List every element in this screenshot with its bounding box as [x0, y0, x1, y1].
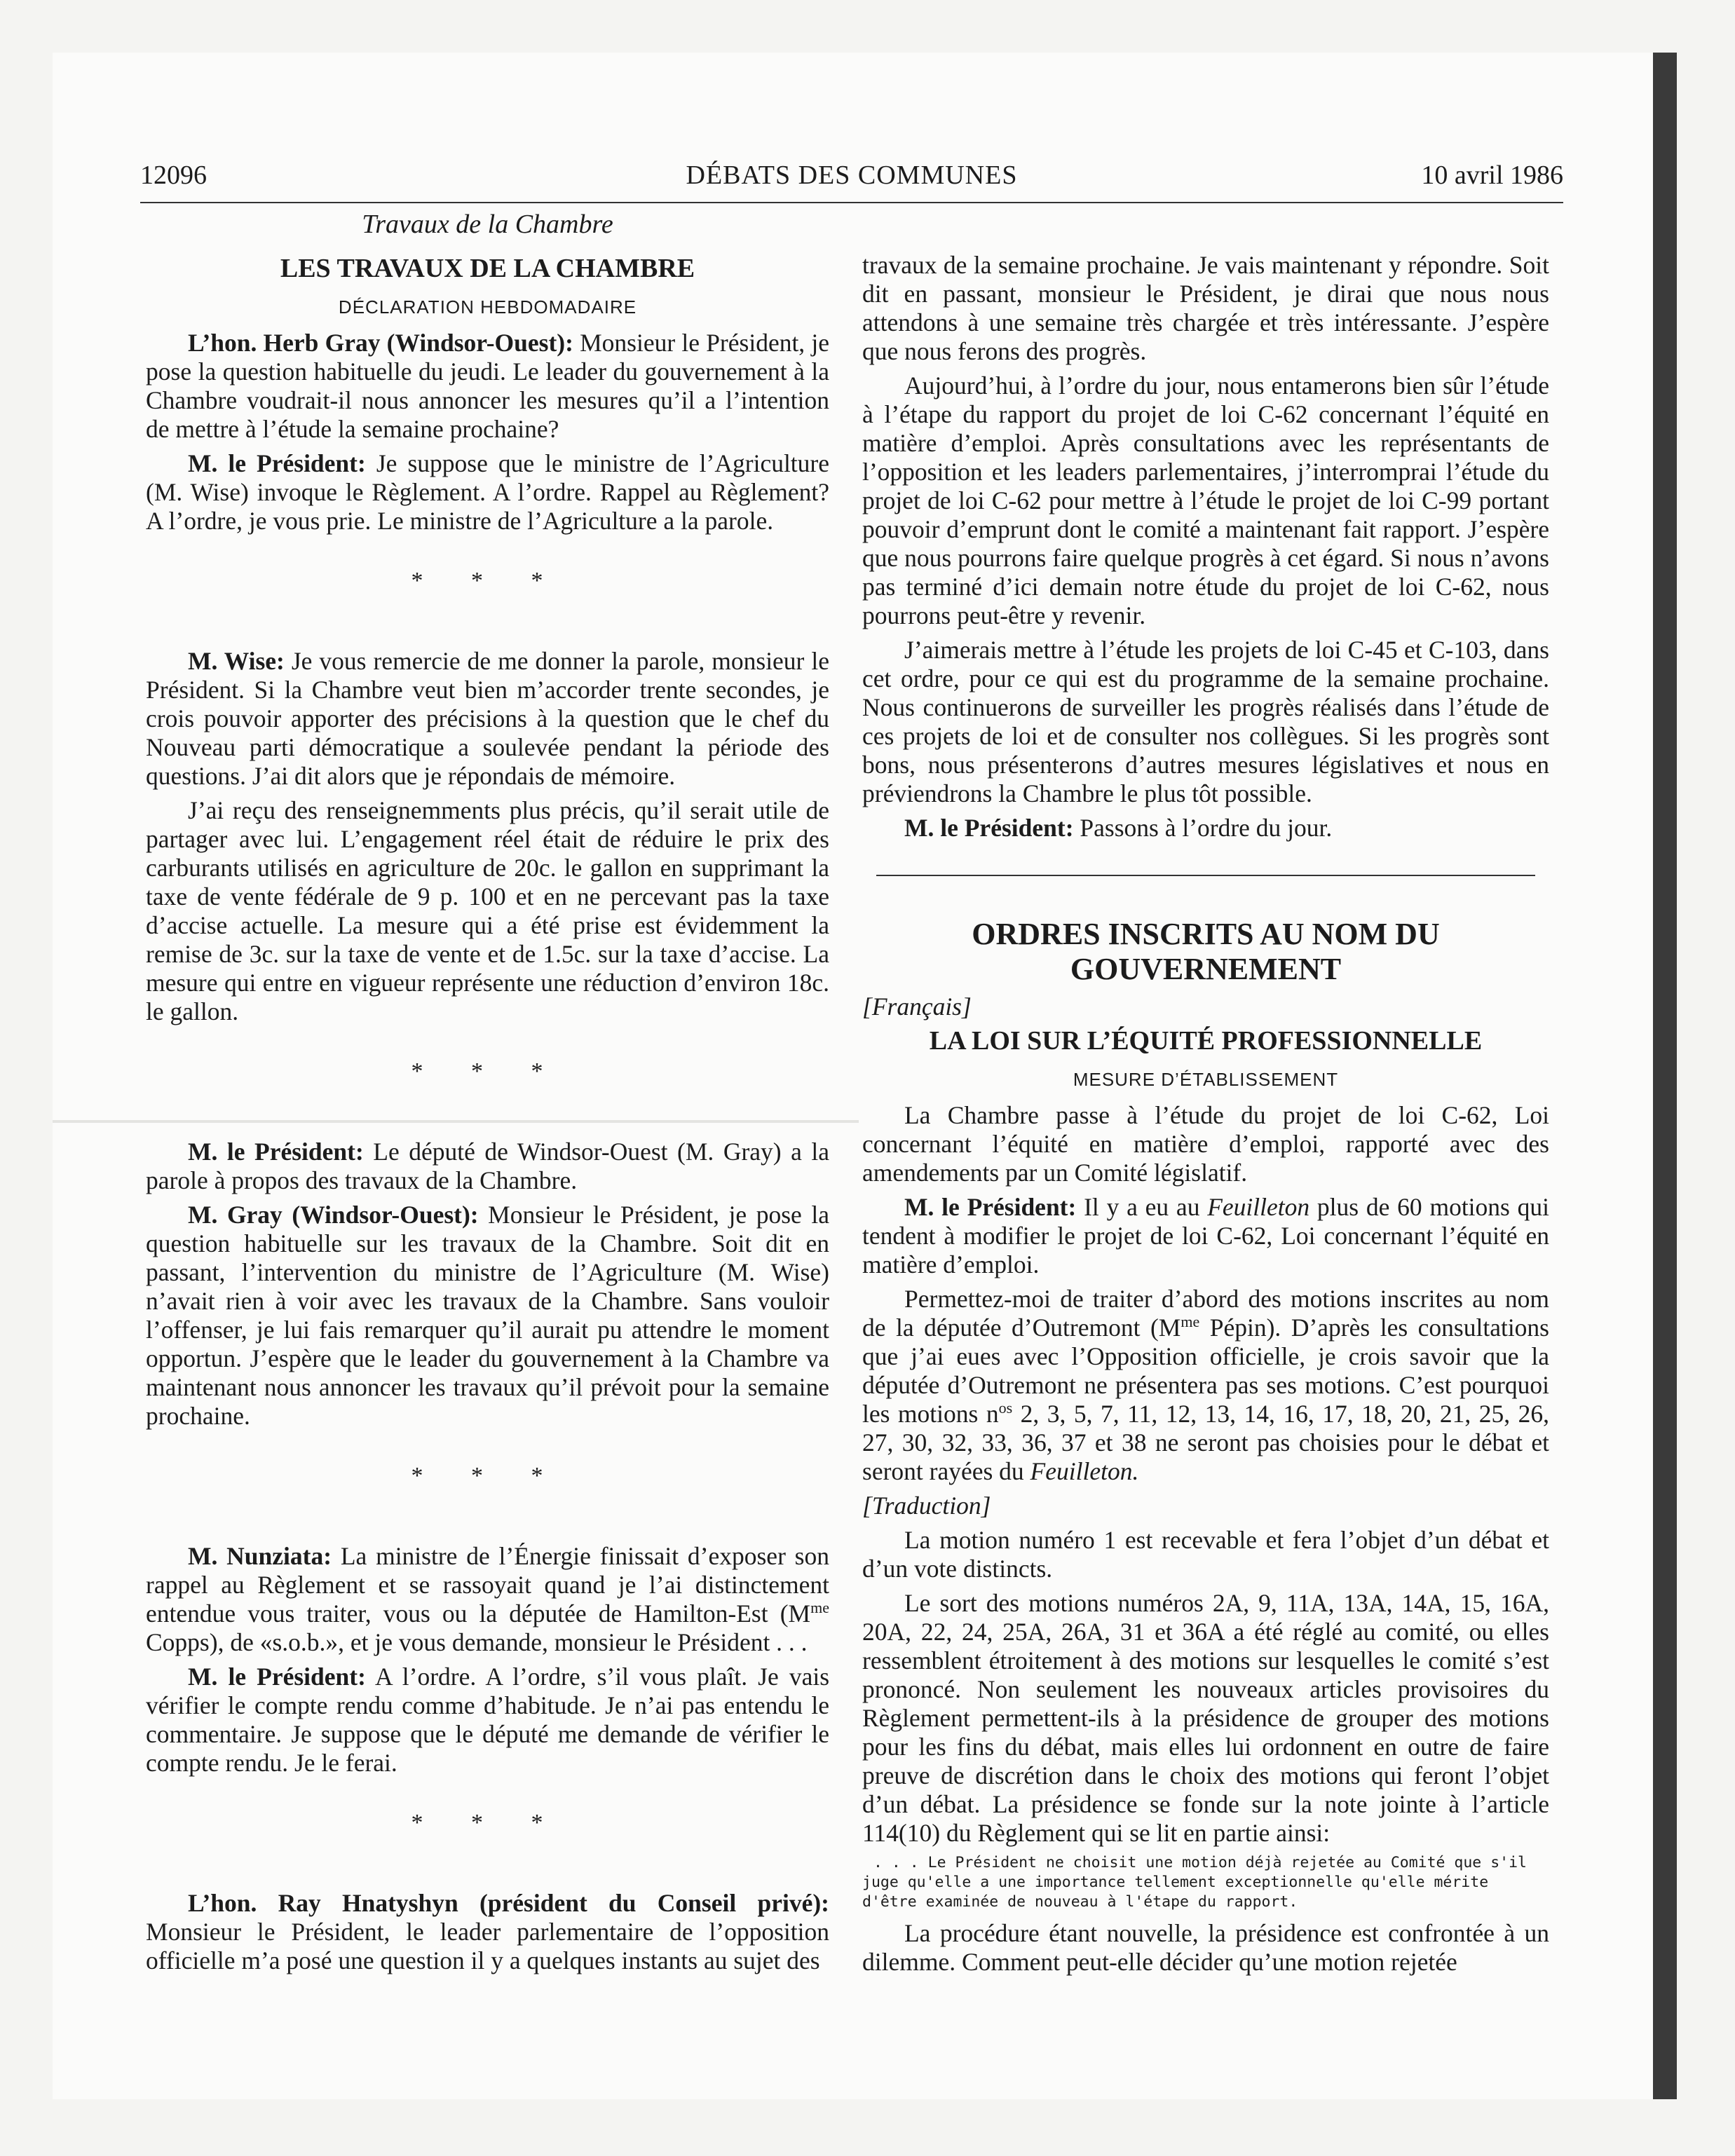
speech-text: La procédure étant nouvelle, la présidence est confrontée à un dilemme. Comment peut-elle décider qu’une motion rejetée	[862, 1919, 1549, 1976]
speech-text: La ministre de l’Énergie finissait d’exposer son rappel au Règlement et se rassoyait quand je l’ai distinctement entendue vous traiter, vous ou la députée de Hamilton-Est (M	[146, 1542, 829, 1628]
speech-text: Monsieur le Président, je pose la question habituelle du jeudi. Le leader du gouvernement à la Chambre voudrait-il nous annoncer les mesures qu’il a l’intention de mettre à l’étude la semaine prochaine?	[146, 329, 829, 443]
paragraph	[862, 1589, 1549, 1848]
speech-text: J’aimerais mettre à l’étude les projets de loi C-45 et C-103, dans cet ordre, pour ce qui est du programme de la semaine prochaine. Nous continuerons de surveiller les progrès réalisés dans l’étude de ces projets de loi et de consulter nos collègues. Si les progrès sont bons, nous présenterons d’autres mesures législatives et nous en préviendrons la Chambre le plus tôt possible.	[862, 636, 1549, 807]
speech-text: plus de 60 motions qui tendent à modifier le projet de loi C-62, Loi concernant l’équité en matière d’emploi.	[862, 1193, 1549, 1278]
speech-text: Le député de Windsor-Ouest (M. Gray) a la parole à propos des travaux de la Chambre.	[146, 1138, 829, 1194]
section-break-stars: * * *	[411, 1810, 564, 1836]
section-label: Travaux de la Chambre	[362, 210, 613, 239]
paragraph	[862, 251, 1549, 366]
orders-heading-line2: GOUVERNEMENT	[1070, 952, 1342, 986]
speaker: M. le Président:	[188, 1663, 366, 1691]
language-tag: [Français]	[862, 992, 972, 1021]
running-header	[140, 160, 1563, 203]
speaker: M. Wise:	[188, 647, 285, 675]
speaker: M. le Président:	[188, 1138, 364, 1166]
italic-term: Feuilleton	[1207, 1193, 1310, 1221]
left-column	[146, 210, 829, 1981]
speaker: L’hon. Herb Gray (Windsor-Ouest):	[188, 329, 573, 357]
language-tag: [Traduction]	[862, 1492, 991, 1520]
paragraph	[146, 1201, 829, 1431]
paragraph	[862, 1193, 1549, 1279]
paragraph	[862, 636, 1549, 808]
section-break-stars: * * *	[411, 568, 564, 594]
paragraph	[862, 1285, 1549, 1486]
paragraph	[146, 1542, 829, 1657]
paragraph	[862, 814, 1549, 842]
superscript: os	[998, 1399, 1013, 1417]
speech-text: Copps), de «s.o.b.», et je vous demande, monsieur le Président . . .	[146, 1628, 808, 1656]
orders-heading	[862, 917, 1549, 987]
speech-text: J’ai reçu des renseignemments plus précis, qu’il serait utile de partager avec lui. L’engagement réel était de réduire le prix des carburants utilisés en agriculture de 20c. le gallon en supprimant la taxe de vente fédérale de 9 p. 100 et en ne percevant pas la taxe d’accise actuelle. La mesure qui a été prise est évidemment la remise de 3c. sur la taxe de vente et de 1.5c. sur la taxe d’accise. La mesure qui entre en vigueur représente une réduction d’environ 18c. le gallon.	[146, 796, 829, 1025]
bill-heading: LA LOI SUR L’ÉQUITÉ PROFESSIONNELLE	[929, 1026, 1483, 1056]
bill-subheading: MESURE D’ÉTABLISSEMENT	[1073, 1069, 1339, 1090]
speech-text: Pépin). D’après les consultations que j’ai eues avec l’Opposition officielle, je crois savoir que la députée d’Outremont ne présentera pas ses motions. C’est pourquoi les motions n	[862, 1314, 1549, 1428]
speech-text: A l’ordre. A l’ordre, s’il vous plaît. Je vais vérifier le compte rendu comme d’habitude. Je n’ai pas entendu le commentaire. Je suppose que le député me demande de vérifier le compte rendu. Je le ferai.	[146, 1663, 830, 1777]
speech-text: Il y a eu au	[1076, 1193, 1208, 1221]
speech-text: Je vous remercie de me donner la parole, monsieur le Président. Si la Chambre veut bien m’accorder trente secondes, je crois pouvoir apporter des précisions à la question que le chef du Nouveau parti démocratique a soulevée pendant la période des questions. J’ai dit alors que je répondais de mémoire.	[146, 647, 830, 790]
paragraph	[146, 449, 829, 535]
block-quote: . . . Le Président ne choisit une motion déjà rejetée au Comité que s'il juge qu'elle a une importance tellement exceptionnelle qu'elle mérite d'être examinée de nouveau à l'étape du rapport.	[862, 1854, 1527, 1911]
paragraph	[862, 1101, 1549, 1187]
speech-text: Passons à l’ordre du jour.	[1073, 814, 1333, 842]
speaker: M. Gray (Windsor-Ouest):	[188, 1201, 479, 1229]
speaker: M. le Président:	[188, 449, 366, 477]
speech-text: Permettez-moi de traiter d’abord des motions inscrites au nom de la députée d’Outremont (M	[862, 1285, 1549, 1342]
speech-text: Monsieur le Président, je pose la question habituelle sur les travaux de la Chambre. Soit dit en passant, l’intervention du ministre de l’Agriculture (M. Wise) n’avait rien à voir avec les travaux de la Chambre. Sans vouloir l’offenser, je lui fais remarquer qu’il aurait pu attendre le moment opportun. J’espère que le leader du gouvernement à la Chambre va maintenant nous annoncer les travaux qu’il prévoit pour la semaine prochaine.	[146, 1201, 829, 1430]
speech-text: 2, 3, 5, 7, 11, 12, 13, 14, 16, 17, 18, 20, 21, 25, 26, 27, 30, 32, 33, 36, 37 et 38 ne seront pas choisies pour le débat et seront rayées du	[862, 1400, 1549, 1485]
speech-text: La Chambre passe à l’étude du projet de loi C-62, Loi concernant l’équité en matière d’emploi, rapporté avec des amendements par un Comité législatif.	[862, 1101, 1549, 1187]
paragraph	[862, 1919, 1549, 1977]
paragraph	[146, 1138, 829, 1195]
speaker: M. Nunziata:	[188, 1542, 332, 1570]
paragraph	[146, 1663, 829, 1778]
paragraph	[146, 796, 829, 1026]
scan-edge-shadow	[1653, 53, 1677, 2099]
speech-text: Je suppose que le ministre de l’Agriculture (M. Wise) invoque le Règlement. A l’ordre. Rappel au Règlement? A l’ordre, je vous prie. Le ministre de l’Agriculture a la parole.	[146, 449, 830, 535]
orders-heading-line1: ORDRES INSCRITS AU NOM DU	[972, 917, 1440, 951]
section-divider	[876, 875, 1535, 876]
speech-text: La motion numéro 1 est recevable et fera l’objet d’un débat et d’un vote distincts.	[862, 1526, 1549, 1583]
speech-text: Monsieur le Président, le leader parlementaire de l’opposition officielle m’a posé une question il y a quelques instants au sujet des	[146, 1918, 829, 1974]
section-heading: LES TRAVAUX DE LA CHAMBRE	[280, 254, 695, 283]
italic-term: Feuilleton.	[1030, 1457, 1139, 1485]
section-break-stars: * * *	[411, 1058, 564, 1084]
speech-text: travaux de la semaine prochaine. Je vais maintenant y répondre. Soit dit en passant, monsieur le Président, je dirai que nous nous attendons à une semaine très chargée et très intéressante. J’espère que nous ferons des progrès.	[862, 251, 1549, 365]
paragraph	[146, 329, 829, 444]
page-number: 12096	[140, 161, 207, 190]
section-subheading: DÉCLARATION HEBDOMADAIRE	[338, 296, 637, 318]
speaker: M. le Président:	[904, 1193, 1077, 1221]
right-column	[862, 251, 1549, 1982]
superscript: me	[810, 1599, 829, 1617]
speech-text: Le sort des motions numéros 2A, 9, 11A, 13A, 14A, 15, 16A, 20A, 22, 24, 25A, 26A, 31 et 36A a été réglé au comité, ou elles ressemblent étroitement à des motions sur lesquelles le comité s’est prononcé. Non seulement les nouveaux articles provisoires du Règlement permettent-ils à la présidence de grouper des motions pour les fins du débat, mais elles lui ordonnent en outre de faire preuve de discrétion dans le choix des motions qui feront l’objet d’un débat. La présidence se fonde sur la note jointe à l’article 114(10) du Règlement qui se lit en partie ainsi:	[862, 1589, 1549, 1847]
speaker: L’hon. Ray Hnatyshyn (président du Conseil privé):	[188, 1889, 829, 1917]
section-break-stars: * * *	[411, 1463, 564, 1489]
paragraph	[862, 1526, 1549, 1583]
paragraph	[862, 371, 1549, 630]
paragraph	[146, 647, 829, 791]
publication-title: DÉBATS DES COMMUNES	[686, 161, 1018, 190]
superscript: me	[1181, 1313, 1200, 1331]
speech-text: Aujourd’hui, à l’ordre du jour, nous entamerons bien sûr l’étude à l’étape du rapport du projet de loi C-62 concernant l’équité en matière d’emploi. Après consultations avec les représentants de l’opposition et les leaders parlementaires, j’interromprai l’étude du projet de loi C-62 pour mettre à l’étude le projet de loi C-99 portant pouvoir d’emprunt dont le comité a maintenant fait rapport. J’espère que nous pourrons faire quelque progrès à cet égard. Si nous n’avons pas terminé d’ici demain notre étude du projet de loi C-62, nous pourrons peut-être y revenir.	[862, 371, 1549, 629]
speaker: M. le Président:	[904, 814, 1074, 842]
issue-date: 10 avril 1986	[1421, 161, 1563, 190]
paragraph	[146, 1889, 829, 1975]
